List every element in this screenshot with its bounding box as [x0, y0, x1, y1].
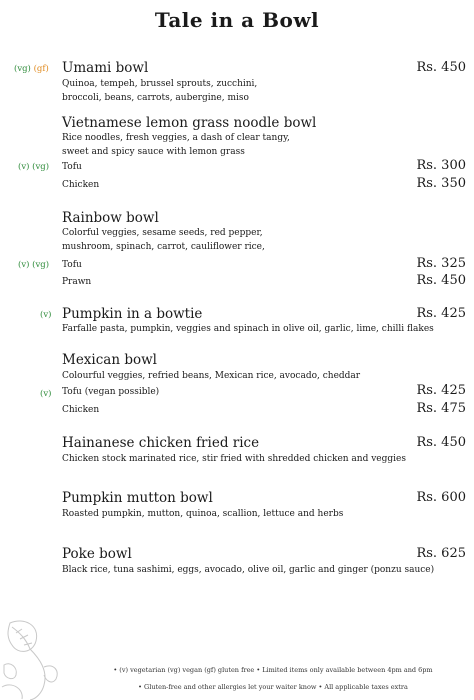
item-name: Vietnamese lemon grass noodle bowl — [62, 115, 317, 131]
item-name: Umami bowl — [62, 60, 149, 76]
item-name: Hainanese chicken fried rice — [62, 435, 260, 451]
item-description: Farfalle pasta, pumpkin, veggies and spinach in olive oil, garlic, lime, chilli flakes — [62, 324, 434, 334]
option-label: Tofu — [62, 260, 82, 270]
item-description: Rice noodles, fresh veggies, a dash of clear tangy, sweet and spicy sauce with lemon grass — [62, 133, 290, 157]
page-title: Tale in a Bowl — [154, 8, 320, 32]
option-label: Tofu — [62, 162, 82, 172]
item-price: Rs. 450 — [416, 435, 466, 450]
item-name: Pumpkin in a bowtie — [62, 306, 203, 322]
option-price: Rs. 450 — [416, 273, 466, 288]
diet-tags: (v) (vg) — [18, 260, 50, 270]
option-label: Tofu (vegan possible) — [62, 387, 160, 397]
item-description: Colorful veggies, sesame seeds, red pepper, mushroom, spinach, carrot, cauliflower rice, — [62, 228, 265, 252]
item-description: Quinoa, tempeh, brussel sprouts, zucchini, broccoli, beans, carrots, aubergine, miso — [62, 79, 258, 103]
diet-tags: (vg) (gf) — [14, 64, 49, 74]
footer-notes — [78, 662, 468, 696]
item-name: Pumpkin mutton bowl — [62, 490, 213, 506]
item-price: Rs. 450 — [416, 60, 466, 75]
option-price: Rs. 475 — [416, 401, 466, 416]
option-price: Rs. 350 — [416, 176, 466, 191]
item-price: Rs. 600 — [416, 490, 466, 505]
option-price: Rs. 325 — [416, 256, 466, 271]
diet-tags: (v) — [40, 389, 52, 399]
footer-line: • (v) vegetarian (vg) vegan (gf) gluten free • Limited items only available between 4pm and 6pm — [113, 666, 433, 674]
item-description: Chicken stock marinated rice, stir fried with shredded chicken and veggies — [62, 454, 406, 464]
option-label: Prawn — [62, 277, 92, 287]
item-description: Roasted pumpkin, mutton, quinoa, scallion, lettuce and herbs — [62, 509, 344, 519]
item-price: Rs. 625 — [416, 546, 466, 561]
option-price: Rs. 300 — [416, 158, 466, 173]
option-label: Chicken — [62, 405, 100, 415]
diet-tags: (v) (vg) — [18, 162, 50, 172]
item-name: Rainbow bowl — [62, 210, 159, 226]
leaf-decoration-icon — [0, 615, 64, 700]
item-price: Rs. 425 — [416, 306, 466, 321]
diet-tags: (v) — [40, 310, 52, 320]
option-price: Rs. 425 — [416, 383, 466, 398]
item-name: Mexican bowl — [62, 352, 157, 368]
item-description: Colourful veggies, refried beans, Mexican rice, avocado, cheddar — [62, 371, 361, 381]
option-label: Chicken — [62, 180, 100, 190]
item-description: Black rice, tuna sashimi, eggs, avocado, olive oil, garlic and ginger (ponzu sauce) — [62, 565, 435, 575]
footer-line: • Gluten-free and other allergies let your waiter know • All applicable taxes extra — [138, 683, 408, 691]
item-name: Poke bowl — [62, 546, 132, 562]
